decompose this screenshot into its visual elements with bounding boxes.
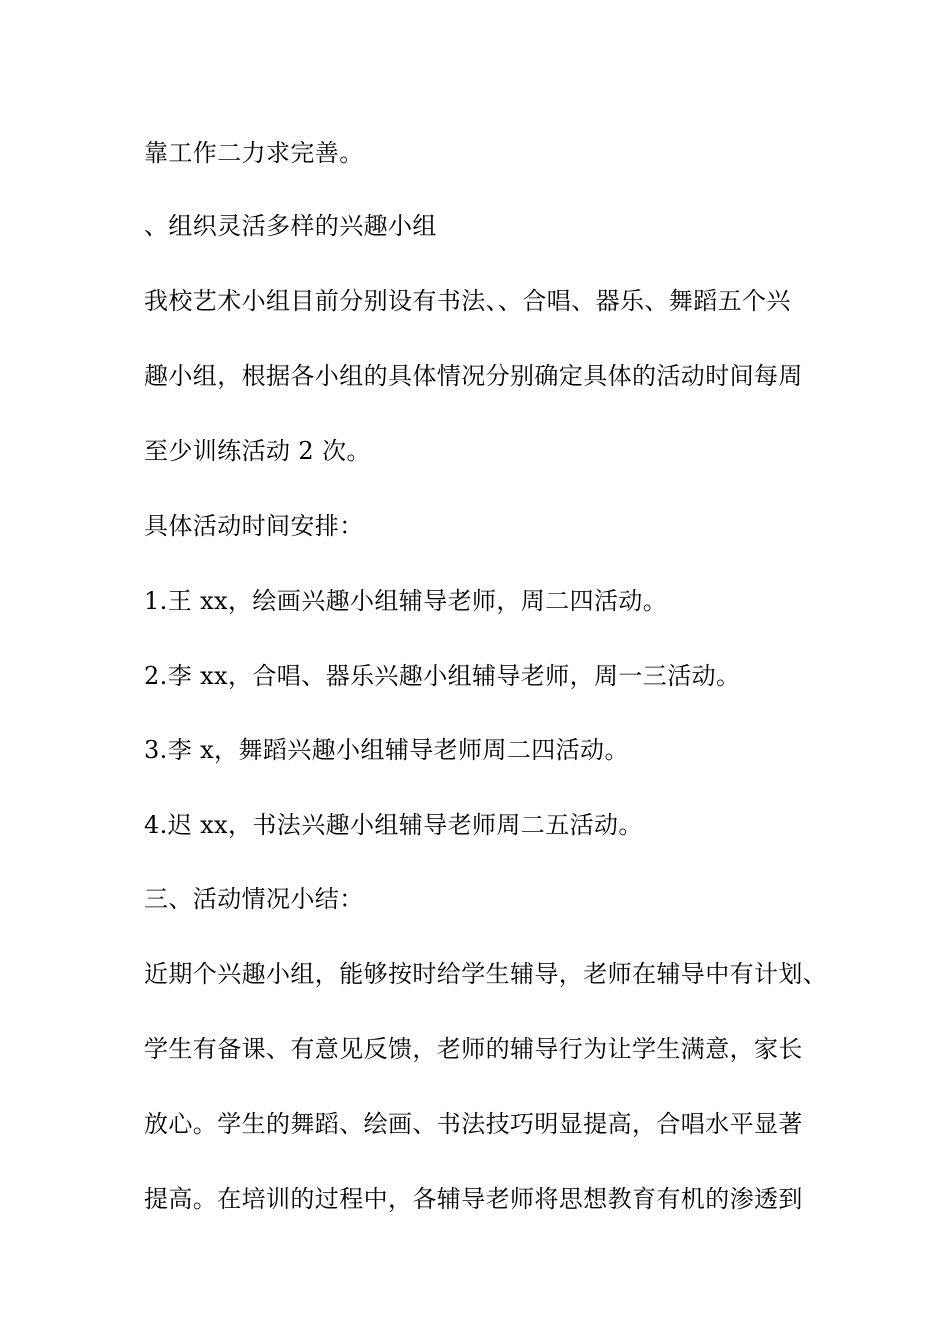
schedule-heading: 具体活动时间安排： xyxy=(144,512,364,540)
text-line-4: 趣小组，根据各小组的具体情况分别确定具体的活动时间每周 xyxy=(144,362,803,390)
text-line-1: 靠工作二力求完善。 xyxy=(144,139,364,167)
text-line-3: 我校艺术小组目前分别设有书法、、合唱、器乐、舞蹈五个兴 xyxy=(144,287,791,315)
section-heading-summary: 三、活动情况小结： xyxy=(144,885,364,913)
text-line-13: 学生有备课、有意见反馈，老师的辅导行为让学生满意，家长 xyxy=(144,1035,803,1063)
text-line-12: 近期个兴趣小组，能够按时给学生辅导，老师在辅导中有计划、 xyxy=(144,960,828,988)
text-line-5: 至少训练活动 2 次。 xyxy=(144,437,371,465)
schedule-item-2: 2.李 xx，合唱、器乐兴趣小组辅导老师，周一三活动。 xyxy=(144,662,741,690)
text-line-15: 提高。在培训的过程中，各辅导老师将思想教育有机的渗透到 xyxy=(144,1185,803,1213)
text-line-14: 放心。学生的舞蹈、绘画、书法技巧明显提高，合唱水平显著 xyxy=(144,1110,803,1138)
schedule-item-1: 1.王 xx，绘画兴趣小组辅导老师，周二四活动。 xyxy=(144,587,668,615)
schedule-item-4: 4.迟 xx，书法兴趣小组辅导老师周二五活动。 xyxy=(144,811,643,839)
section-heading-interest-groups: 、组织灵活多样的兴趣小组 xyxy=(144,212,437,240)
schedule-item-3: 3.李 x，舞蹈兴趣小组辅导老师周二四活动。 xyxy=(144,736,629,764)
